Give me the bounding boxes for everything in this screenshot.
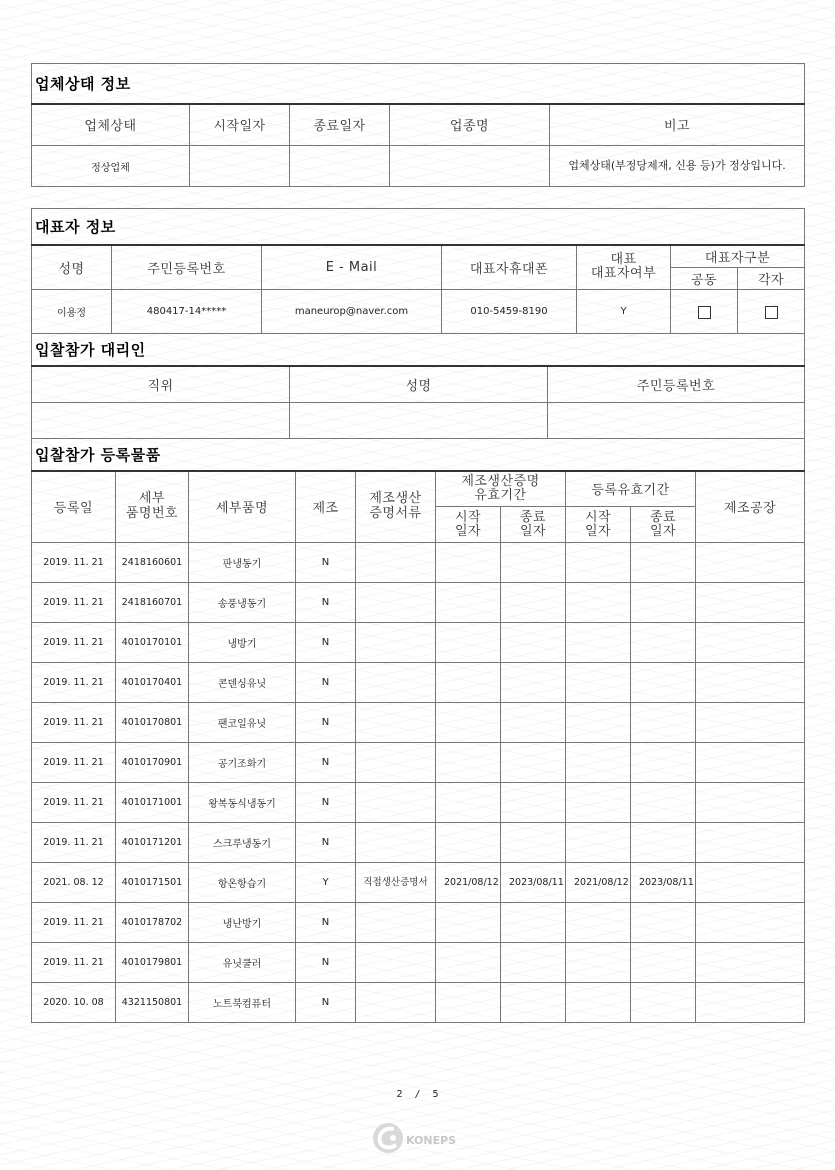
product-proof-start	[436, 743, 501, 783]
product-proof-doc	[356, 583, 436, 623]
product-proof-end: 2023/08/11	[501, 863, 566, 903]
product-row	[32, 663, 805, 703]
company-status-value: 정상업체	[32, 146, 190, 187]
product-proof-start	[436, 783, 501, 823]
product-reg-end	[631, 663, 696, 703]
product-manufacture: N	[296, 543, 356, 583]
product-row	[32, 583, 805, 623]
header-rep-email: E - Mail	[262, 245, 442, 290]
product-manufacture: N	[296, 703, 356, 743]
product-item-name: 스크루냉동기	[189, 823, 296, 863]
product-proof-doc	[356, 623, 436, 663]
company-status-table	[31, 63, 805, 187]
product-proof-doc	[356, 903, 436, 943]
product-reg-start	[566, 623, 631, 663]
product-reg-date: 2019. 11. 21	[32, 663, 116, 703]
header-reg-start: 시작 일자	[566, 507, 631, 543]
agent-name-value	[290, 402, 548, 438]
product-factory	[696, 623, 805, 663]
product-item-no: 4010170401	[116, 663, 189, 703]
representative-title: 대표자 정보	[32, 209, 805, 245]
product-row	[32, 943, 805, 983]
product-proof-end	[501, 743, 566, 783]
product-item-name: 냉난방기	[189, 903, 296, 943]
product-proof-start	[436, 703, 501, 743]
agent-position-value	[32, 402, 290, 438]
header-agent-position: 직위	[32, 366, 290, 402]
header-end-date: 종료일자	[290, 104, 390, 146]
product-reg-start	[566, 703, 631, 743]
product-proof-doc	[356, 663, 436, 703]
product-manufacture: N	[296, 743, 356, 783]
product-item-name: 송풍냉동기	[189, 583, 296, 623]
product-factory	[696, 583, 805, 623]
product-reg-date: 2019. 11. 21	[32, 743, 116, 783]
product-proof-doc	[356, 983, 436, 1023]
header-reg-period: 등록유효기간	[566, 471, 696, 507]
product-proof-start	[436, 663, 501, 703]
rep-name-value: 이용정	[32, 290, 112, 334]
product-proof-doc	[356, 943, 436, 983]
product-factory	[696, 943, 805, 983]
rep-type-joint-checkbox[interactable]	[698, 306, 711, 319]
product-reg-end	[631, 783, 696, 823]
product-reg-date: 2020. 10. 08	[32, 983, 116, 1023]
product-row	[32, 703, 805, 743]
product-reg-end	[631, 943, 696, 983]
product-proof-end	[501, 543, 566, 583]
product-row	[32, 863, 805, 903]
header-rep-name: 성명	[32, 245, 112, 290]
product-reg-start	[566, 743, 631, 783]
product-reg-start: 2021/08/12	[566, 863, 631, 903]
product-proof-end	[501, 623, 566, 663]
product-proof-start	[436, 583, 501, 623]
product-reg-end	[631, 543, 696, 583]
product-proof-doc	[356, 543, 436, 583]
product-manufacture: N	[296, 943, 356, 983]
product-reg-start	[566, 983, 631, 1023]
rep-type-each-cell	[738, 290, 805, 334]
product-reg-start	[566, 663, 631, 703]
product-proof-end	[501, 983, 566, 1023]
product-factory	[696, 743, 805, 783]
header-rep-type: 대표자구분	[671, 245, 805, 268]
product-reg-date: 2019. 11. 21	[32, 783, 116, 823]
header-agent-name: 성명	[290, 366, 548, 402]
header-manufacture: 제조	[296, 471, 356, 543]
header-proof-start: 시작 일자	[436, 507, 501, 543]
product-proof-end	[501, 783, 566, 823]
product-item-name: 유닛쿨러	[189, 943, 296, 983]
header-rep-type-each: 각자	[738, 268, 805, 290]
product-item-no: 4010171201	[116, 823, 189, 863]
product-reg-end: 2023/08/11	[631, 863, 696, 903]
product-item-name: 냉방기	[189, 623, 296, 663]
product-reg-date: 2019. 11. 21	[32, 703, 116, 743]
header-rep-type-joint: 공동	[671, 268, 738, 290]
product-manufacture: N	[296, 583, 356, 623]
product-factory	[696, 823, 805, 863]
header-rep-is-rep: 대표 대표자여부	[577, 245, 671, 290]
header-reg-end: 종료 일자	[631, 507, 696, 543]
product-reg-start	[566, 943, 631, 983]
product-reg-date: 2019. 11. 21	[32, 543, 116, 583]
product-reg-start	[566, 543, 631, 583]
product-proof-start	[436, 903, 501, 943]
product-reg-start	[566, 903, 631, 943]
koneps-logo-text: KONEPS	[406, 1134, 457, 1147]
product-reg-end	[631, 623, 696, 663]
agent-table	[31, 334, 805, 439]
product-manufacture: N	[296, 983, 356, 1023]
product-proof-end	[501, 583, 566, 623]
product-item-name: 항온항습기	[189, 863, 296, 903]
product-item-no: 2418160601	[116, 543, 189, 583]
product-item-name: 판냉동기	[189, 543, 296, 583]
product-reg-start	[566, 783, 631, 823]
product-row	[32, 903, 805, 943]
product-reg-date: 2019. 11. 21	[32, 623, 116, 663]
header-item-name: 세부품명	[189, 471, 296, 543]
header-company-status: 업체상태	[32, 104, 190, 146]
product-reg-date: 2019. 11. 21	[32, 903, 116, 943]
rep-is-rep-value: Y	[577, 290, 671, 334]
product-proof-start	[436, 983, 501, 1023]
header-start-date: 시작일자	[190, 104, 290, 146]
product-item-name: 노트북컴퓨터	[189, 983, 296, 1023]
header-rep-rrn: 주민등록번호	[112, 245, 262, 290]
products-table	[31, 439, 805, 1024]
product-manufacture: N	[296, 663, 356, 703]
company-start-value	[190, 146, 290, 187]
product-item-no: 4010179801	[116, 943, 189, 983]
product-reg-start	[566, 583, 631, 623]
product-row	[32, 743, 805, 783]
company-note-value: 업체상태(부정당제재, 신용 등)가 정상입니다.	[550, 146, 805, 187]
product-item-no: 4010170801	[116, 703, 189, 743]
product-proof-doc	[356, 783, 436, 823]
product-proof-end	[501, 943, 566, 983]
product-manufacture: N	[296, 823, 356, 863]
product-proof-doc: 직접생산증명서	[356, 863, 436, 903]
product-proof-doc	[356, 743, 436, 783]
product-manufacture: N	[296, 623, 356, 663]
product-item-no: 4010170901	[116, 743, 189, 783]
product-proof-doc	[356, 703, 436, 743]
product-reg-date: 2019. 11. 21	[32, 823, 116, 863]
product-reg-end	[631, 583, 696, 623]
product-item-no: 2418160701	[116, 583, 189, 623]
product-row	[32, 823, 805, 863]
product-proof-end	[501, 703, 566, 743]
header-note: 비고	[550, 104, 805, 146]
product-item-name: 왕복동식냉동기	[189, 783, 296, 823]
product-item-name: 팬코일유닛	[189, 703, 296, 743]
company-status-title: 업체상태 정보	[32, 64, 805, 104]
koneps-logo-icon	[370, 1118, 480, 1158]
product-reg-end	[631, 903, 696, 943]
header-industry: 업종명	[390, 104, 550, 146]
product-proof-start	[436, 823, 501, 863]
koneps-logo	[370, 1118, 480, 1158]
header-proof-period: 제조생산증명 유효기간	[436, 471, 566, 507]
representative-table	[31, 208, 805, 334]
rep-rrn-value: 480417-14*****	[112, 290, 262, 334]
products-title: 입찰참가 등록물품	[32, 439, 805, 471]
agent-rrn-value	[548, 402, 805, 438]
product-factory	[696, 863, 805, 903]
product-item-no: 4010178702	[116, 903, 189, 943]
page-number: 2 / 5	[396, 1089, 439, 1100]
representative-section	[31, 208, 804, 1023]
product-proof-start	[436, 943, 501, 983]
product-row	[32, 623, 805, 663]
product-reg-end	[631, 983, 696, 1023]
header-reg-date: 등록일	[32, 471, 116, 543]
product-reg-end	[631, 743, 696, 783]
product-manufacture: N	[296, 903, 356, 943]
agent-title: 입찰참가 대리인	[32, 334, 805, 366]
product-proof-start	[436, 623, 501, 663]
product-proof-start: 2021/08/12	[436, 863, 501, 903]
product-item-name: 공기조화기	[189, 743, 296, 783]
product-reg-date: 2019. 11. 21	[32, 943, 116, 983]
product-proof-end	[501, 903, 566, 943]
header-proof-end: 종료 일자	[501, 507, 566, 543]
header-agent-rrn: 주민등록번호	[548, 366, 805, 402]
product-reg-date: 2019. 11. 21	[32, 583, 116, 623]
product-item-no: 4010171001	[116, 783, 189, 823]
product-manufacture: N	[296, 783, 356, 823]
product-factory	[696, 663, 805, 703]
company-end-value	[290, 146, 390, 187]
rep-email-value: maneurop@naver.com	[262, 290, 442, 334]
product-factory	[696, 983, 805, 1023]
product-proof-doc	[356, 823, 436, 863]
product-reg-end	[631, 823, 696, 863]
rep-type-joint-cell	[671, 290, 738, 334]
rep-type-each-checkbox[interactable]	[765, 306, 778, 319]
product-reg-end	[631, 703, 696, 743]
product-row	[32, 983, 805, 1023]
company-industry-value	[390, 146, 550, 187]
product-item-no: 4321150801	[116, 983, 189, 1023]
product-item-no: 4010170101	[116, 623, 189, 663]
company-status-section	[31, 63, 804, 187]
product-item-no: 4010171501	[116, 863, 189, 903]
product-factory	[696, 903, 805, 943]
product-reg-date: 2021. 08. 12	[32, 863, 116, 903]
product-item-name: 콘덴싱유닛	[189, 663, 296, 703]
header-item-no: 세부 품명번호	[116, 471, 189, 543]
product-proof-start	[436, 543, 501, 583]
header-proof-doc: 제조생산 증명서류	[356, 471, 436, 543]
rep-mobile-value: 010-5459-8190	[442, 290, 577, 334]
product-reg-start	[566, 823, 631, 863]
product-proof-end	[501, 823, 566, 863]
product-factory	[696, 703, 805, 743]
product-manufacture: Y	[296, 863, 356, 903]
product-row	[32, 783, 805, 823]
product-proof-end	[501, 663, 566, 703]
product-rows	[32, 543, 805, 1023]
header-rep-mobile: 대표자휴대폰	[442, 245, 577, 290]
product-row	[32, 543, 805, 583]
header-factory: 제조공장	[696, 471, 805, 543]
product-factory	[696, 543, 805, 583]
product-factory	[696, 783, 805, 823]
